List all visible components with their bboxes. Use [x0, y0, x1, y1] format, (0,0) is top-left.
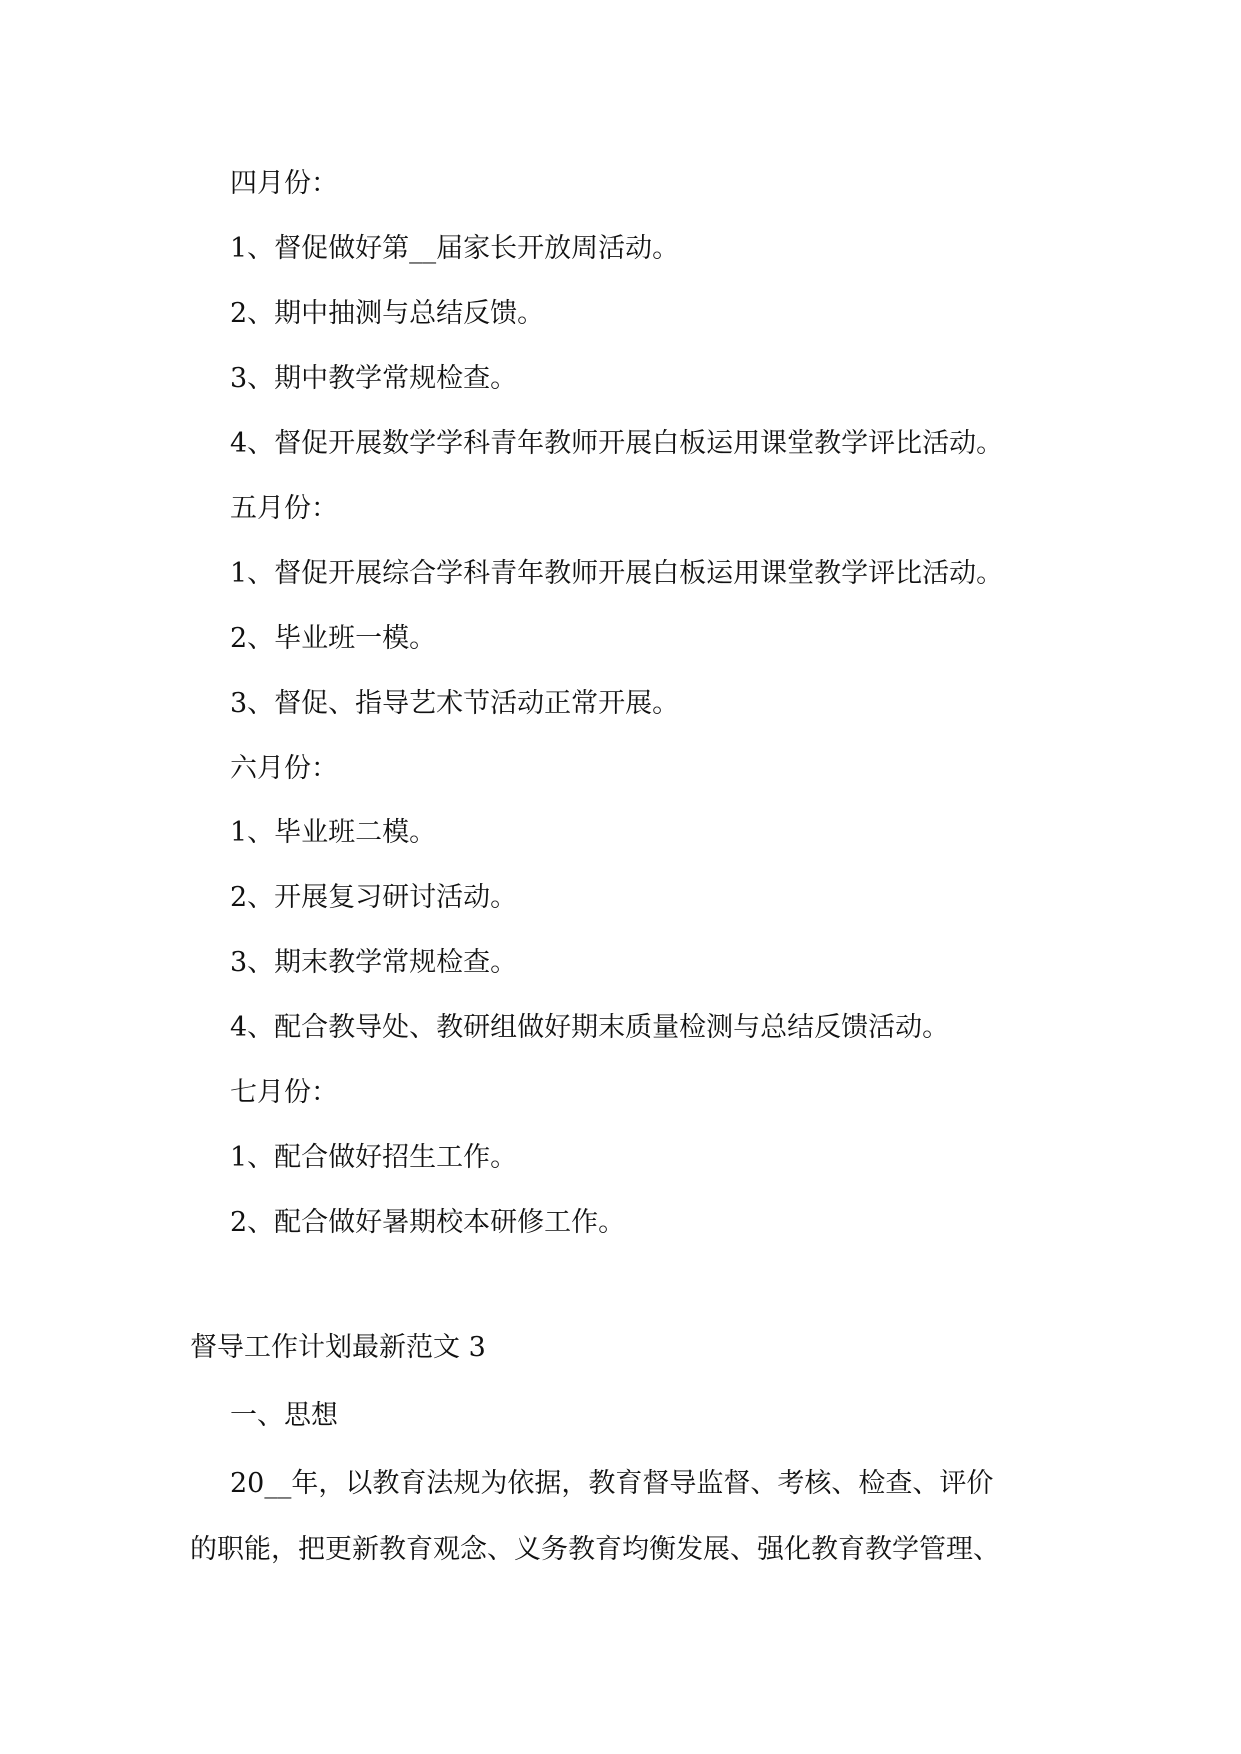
- list-item: 2、开展复习研讨活动。: [230, 882, 518, 913]
- list-item: 2、配合做好暑期校本研修工作。: [230, 1207, 626, 1238]
- list-item: 1、督促开展综合学科青年教师开展白板运用课堂教学评比活动。: [230, 558, 1004, 589]
- list-item: 1、督促做好第__届家长开放周活动。: [230, 233, 680, 264]
- april-heading: 四月份：: [230, 168, 338, 199]
- june-heading: 六月份：: [230, 753, 338, 784]
- list-item: 4、配合教导处、教研组做好期末质量检测与总结反馈活动。: [230, 1012, 950, 1043]
- list-item: 1、毕业班二模。: [230, 817, 437, 848]
- list-item: 2、毕业班一模。: [230, 623, 437, 654]
- section-subheading: 一、思想: [230, 1400, 338, 1431]
- list-item: 4、督促开展数学学科青年教师开展白板运用课堂教学评比活动。: [230, 428, 1004, 459]
- list-item: 3、期中教学常规检查。: [230, 363, 518, 394]
- paragraph-line: 的职能，把更新教育观念、义务教育均衡发展、强化教育教学管理、: [190, 1534, 1000, 1565]
- list-item: 3、督促、指导艺术节活动正常开展。: [230, 688, 680, 719]
- list-item: 2、期中抽测与总结反馈。: [230, 298, 545, 329]
- section-title: 督导工作计划最新范文 3: [190, 1332, 486, 1363]
- july-heading: 七月份：: [230, 1077, 338, 1108]
- paragraph-line: 20__年，以教育法规为依据，教育督导监督、考核、检查、评价: [230, 1468, 994, 1499]
- list-item: 3、期末教学常规检查。: [230, 947, 518, 978]
- list-item: 1、配合做好招生工作。: [230, 1142, 518, 1173]
- may-heading: 五月份：: [230, 493, 338, 524]
